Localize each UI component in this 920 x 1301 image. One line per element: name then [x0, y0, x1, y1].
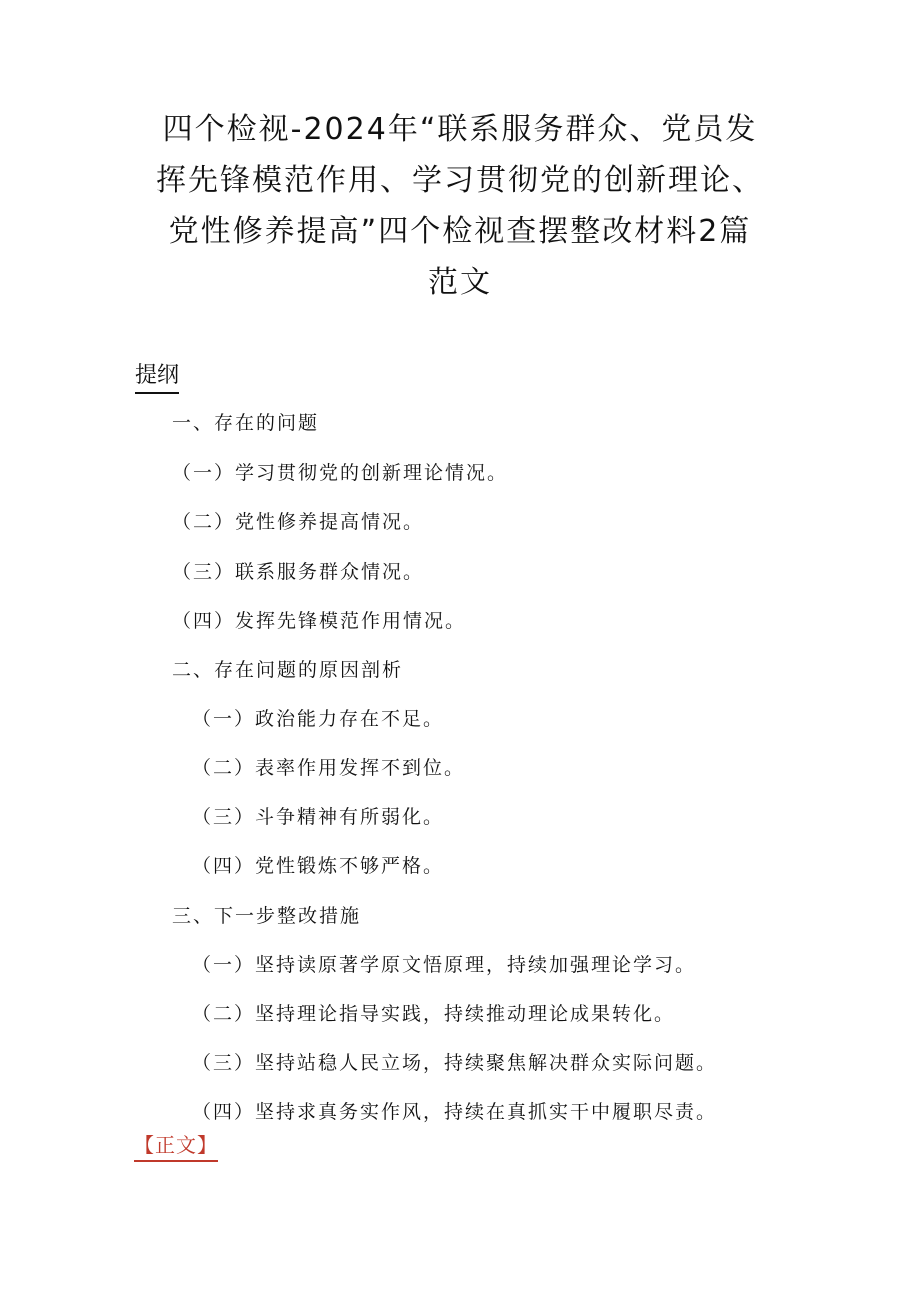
title-line-1: 四个检视-2024年“联系服务群众、党员发 [162, 112, 758, 147]
section2-item-4: （四）党性锻炼不够严格。 [192, 855, 445, 877]
section2-heading: 二、存在问题的原因剖析 [172, 659, 404, 681]
section3-item-3: （三）坚持站稳人民立场，持续聚焦解决群众实际问题。 [192, 1052, 718, 1074]
section1-item-1: （一）学习贯彻党的创新理论情况。 [172, 462, 509, 484]
document-title [140, 104, 780, 308]
section3-item-4: （四）坚持求真务实作风，持续在真抓实干中履职尽责。 [192, 1101, 718, 1123]
section2-item-1: （一）政治能力存在不足。 [192, 708, 445, 730]
body-text-link[interactable]: 【正文】 [134, 1130, 218, 1162]
section1-item-2: （二）党性修养提高情况。 [172, 511, 425, 533]
title-line-3: 党性修养提高”四个检视查摆整改材料2篇 [168, 214, 752, 249]
section3-item-1: （一）坚持读原著学原文悟原理，持续加强理论学习。 [192, 954, 697, 976]
section3-item-2: （二）坚持理论指导实践，持续推动理论成果转化。 [192, 1003, 676, 1025]
section1-heading: 一、存在的问题 [172, 412, 320, 434]
title-line-2: 挥先锋模范作用、学习贯彻党的创新理论、 [156, 163, 764, 198]
section3-heading: 三、下一步整改措施 [172, 905, 362, 927]
title-line-4: 范文 [428, 265, 492, 300]
section2-item-3: （三）斗争精神有所弱化。 [192, 806, 445, 828]
section1-item-4: （四）发挥先锋模范作用情况。 [172, 610, 467, 632]
section2-item-2: （二）表率作用发挥不到位。 [192, 757, 466, 779]
section1-item-3: （三）联系服务群众情况。 [172, 561, 425, 583]
outline-label: 提纲 [135, 360, 179, 394]
